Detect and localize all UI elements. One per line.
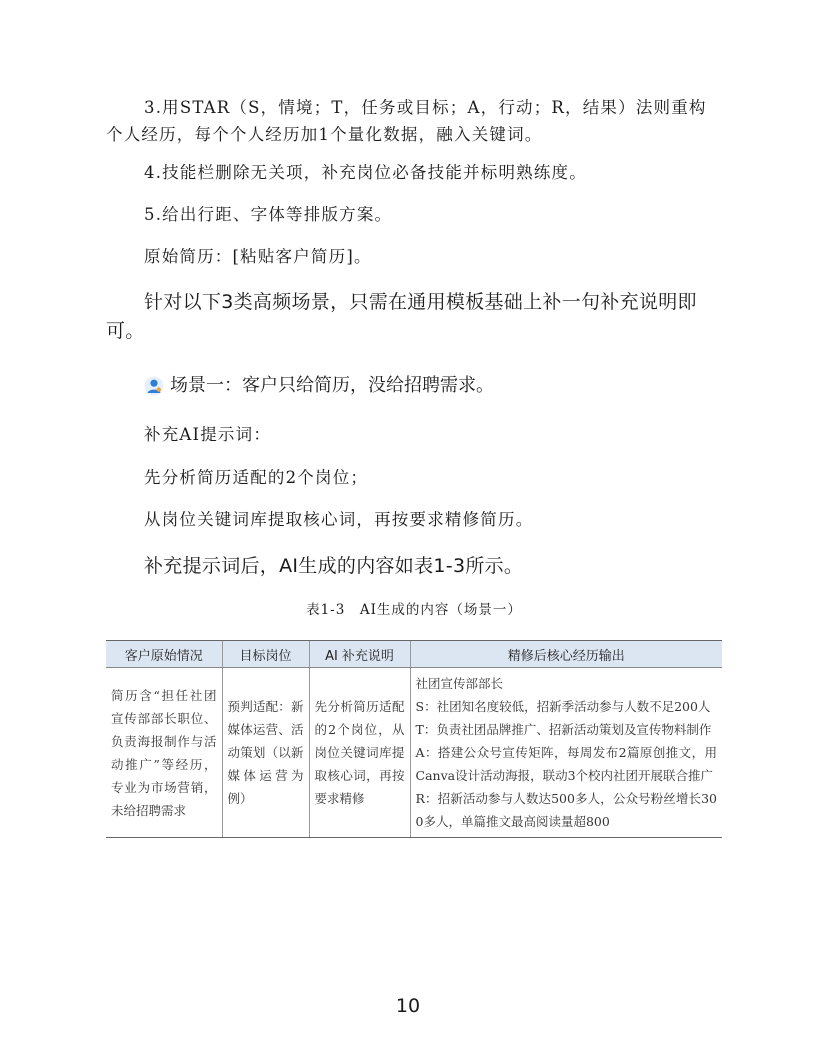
header-ai-note: AI 补充说明 [309, 641, 410, 668]
output-line: 社团宣传部部长 [415, 676, 504, 691]
output-line: A：搭建公众号宣传矩阵，每周发布2篇原创推文，用Canva设计活动海报，联动3个校内社团开展联合推广 [415, 745, 717, 783]
supplement-label: 补充AI提示词： [144, 425, 272, 444]
supplement-line-1: 先分析简历适配的2个岗位； [144, 468, 369, 487]
header-target: 目标岗位 [222, 641, 309, 668]
paragraph-intro: 针对以下3类高频场景，只需在通用模板基础上补一句补充说明即可。 [106, 291, 697, 342]
scene-heading [144, 372, 494, 400]
paragraph-star: 3.用STAR（S，情境；T，任务或目标；A，行动；R，结果）法则重构个人经历，每个个人经历加1个量化数据，融入关键词。 [106, 98, 707, 144]
content-table [106, 640, 722, 838]
paragraph-original-resume: 原始简历：[粘贴客户简历]。 [144, 247, 372, 266]
header-original: 客户原始情况 [106, 641, 222, 668]
table-header-row [106, 641, 722, 668]
paragraph-after: 补充提示词后，AI生成的内容如表1-3所示。 [144, 555, 524, 577]
cell-output [410, 668, 722, 838]
paragraph-layout: 5.给出行距、字体等排版方案。 [144, 205, 393, 224]
cell-ai-note: 先分析简历适配的2个岗位，从岗位关键词库提取核心词，再按要求精修 [309, 668, 410, 838]
table-caption: 表1-3 AI生成的内容（场景一） [306, 602, 522, 618]
output-line: T：负责社团品牌推广、招新活动策划及宣传物料制作 [415, 722, 712, 737]
scene-title: 场景一：客户只给简历，没给招聘需求。 [170, 375, 494, 396]
table-row [106, 668, 722, 838]
supplement-line-2: 从岗位关键词库提取核心词，再按要求精修简历。 [144, 510, 534, 529]
output-line: R：招新活动参与人数达500多人，公众号粉丝增长300多人，单篇推文最高阅读量超800 [415, 791, 717, 829]
output-line: S：社团知名度较低，招新季活动参与人数不足200人 [415, 699, 711, 714]
paragraph-skills: 4.技能栏删除无关项，补充岗位必备技能并标明熟练度。 [144, 163, 587, 182]
header-output: 精修后核心经历输出 [410, 641, 722, 668]
cell-target: 预判适配：新媒体运营、活动策划（以新媒体运营为例） [222, 668, 309, 838]
page-number: 10 [395, 995, 421, 1017]
user-icon [144, 376, 164, 396]
cell-original: 简历含“担任社团宣传部部长职位、负责海报制作与活动推广”等经历，专业为市场营销，未给招聘需求 [106, 668, 222, 838]
